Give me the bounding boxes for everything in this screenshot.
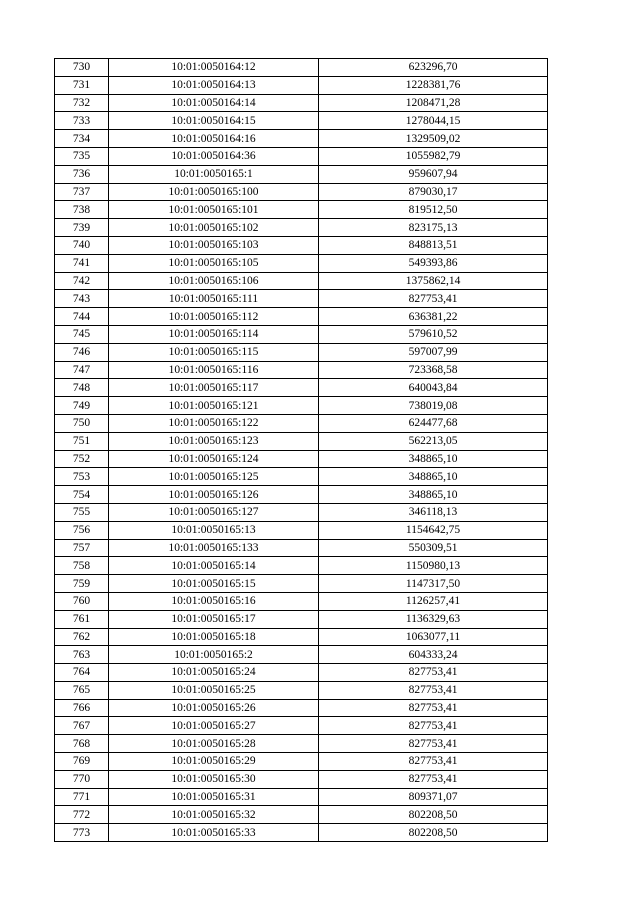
cadastral-value-cell: 1150980,13 (319, 557, 548, 575)
cadastral-number-cell: 10:01:0050164:36 (109, 147, 319, 165)
table-row (55, 646, 548, 664)
cadastral-value-cell: 827753,41 (319, 735, 548, 753)
table-row (55, 183, 548, 201)
table-row (55, 521, 548, 539)
cadastral-number-cell: 10:01:0050165:105 (109, 254, 319, 272)
cadastral-number-cell: 10:01:0050165:126 (109, 486, 319, 504)
cadastral-value-cell: 604333,24 (319, 646, 548, 664)
table-row (55, 610, 548, 628)
cadastral-value-cell: 827753,41 (319, 290, 548, 308)
row-number-cell: 731 (55, 76, 109, 94)
row-number-cell: 745 (55, 325, 109, 343)
row-number-cell: 742 (55, 272, 109, 290)
table-row (55, 201, 548, 219)
cadastral-value-cell: 1278044,15 (319, 112, 548, 130)
cadastral-number-cell: 10:01:0050165:13 (109, 521, 319, 539)
table-row (55, 450, 548, 468)
row-number-cell: 730 (55, 59, 109, 77)
row-number-cell: 766 (55, 699, 109, 717)
table-row (55, 165, 548, 183)
cadastral-value-cell: 1329509,02 (319, 130, 548, 148)
cadastral-number-cell: 10:01:0050165:17 (109, 610, 319, 628)
cadastral-number-cell: 10:01:0050165:15 (109, 575, 319, 593)
table-row (55, 503, 548, 521)
cadastral-value-cell: 640043,84 (319, 379, 548, 397)
cadastral-number-cell: 10:01:0050165:100 (109, 183, 319, 201)
cadastral-value-cell: 802208,50 (319, 824, 548, 842)
cadastral-value-cell: 723368,58 (319, 361, 548, 379)
table-row (55, 699, 548, 717)
row-number-cell: 753 (55, 468, 109, 486)
cadastral-number-cell: 10:01:0050165:27 (109, 717, 319, 735)
cadastral-value-cell: 579610,52 (319, 325, 548, 343)
cadastral-number-cell: 10:01:0050165:121 (109, 397, 319, 415)
row-number-cell: 744 (55, 308, 109, 326)
cadastral-number-cell: 10:01:0050165:115 (109, 343, 319, 361)
table-row (55, 788, 548, 806)
table-row (55, 112, 548, 130)
row-number-cell: 747 (55, 361, 109, 379)
table-row (55, 664, 548, 682)
table-row (55, 717, 548, 735)
table-row (55, 735, 548, 753)
table-row (55, 130, 548, 148)
row-number-cell: 752 (55, 450, 109, 468)
cadastral-value-cell: 346118,13 (319, 503, 548, 521)
row-number-cell: 736 (55, 165, 109, 183)
cadastral-number-cell: 10:01:0050165:33 (109, 824, 319, 842)
row-number-cell: 738 (55, 201, 109, 219)
cadastral-number-cell: 10:01:0050165:18 (109, 628, 319, 646)
row-number-cell: 741 (55, 254, 109, 272)
table-row (55, 219, 548, 237)
cadastral-value-cell: 959607,94 (319, 165, 548, 183)
table-row (55, 325, 548, 343)
cadastral-value-cell: 1126257,41 (319, 592, 548, 610)
row-number-cell: 767 (55, 717, 109, 735)
cadastral-value-cell: 1063077,11 (319, 628, 548, 646)
cadastral-value-cell: 624477,68 (319, 414, 548, 432)
cadastral-number-cell: 10:01:0050165:101 (109, 201, 319, 219)
cadastral-value-table (54, 58, 548, 842)
cadastral-number-cell: 10:01:0050164:15 (109, 112, 319, 130)
cadastral-number-cell: 10:01:0050164:14 (109, 94, 319, 112)
table-row (55, 592, 548, 610)
cadastral-value-cell: 1208471,28 (319, 94, 548, 112)
row-number-cell: 760 (55, 592, 109, 610)
table-row (55, 753, 548, 771)
row-number-cell: 765 (55, 681, 109, 699)
table-row (55, 468, 548, 486)
row-number-cell: 732 (55, 94, 109, 112)
table-row (55, 379, 548, 397)
cadastral-number-cell: 10:01:0050165:125 (109, 468, 319, 486)
cadastral-number-cell: 10:01:0050165:2 (109, 646, 319, 664)
table-row (55, 272, 548, 290)
cadastral-value-cell: 802208,50 (319, 806, 548, 824)
table-row (55, 147, 548, 165)
table-row (55, 290, 548, 308)
cadastral-value-cell: 827753,41 (319, 770, 548, 788)
cadastral-number-cell: 10:01:0050165:25 (109, 681, 319, 699)
table-body (55, 59, 548, 842)
table-row (55, 94, 548, 112)
cadastral-value-cell: 1055982,79 (319, 147, 548, 165)
cadastral-number-cell: 10:01:0050165:103 (109, 236, 319, 254)
cadastral-value-cell: 827753,41 (319, 664, 548, 682)
cadastral-value-cell: 348865,10 (319, 450, 548, 468)
cadastral-value-cell: 549393,86 (319, 254, 548, 272)
table-row (55, 628, 548, 646)
cadastral-value-cell: 348865,10 (319, 486, 548, 504)
cadastral-number-cell: 10:01:0050165:29 (109, 753, 319, 771)
row-number-cell: 764 (55, 664, 109, 682)
row-number-cell: 772 (55, 806, 109, 824)
cadastral-value-cell: 562213,05 (319, 432, 548, 450)
cadastral-number-cell: 10:01:0050165:31 (109, 788, 319, 806)
cadastral-number-cell: 10:01:0050165:102 (109, 219, 319, 237)
cadastral-value-cell: 636381,22 (319, 308, 548, 326)
cadastral-value-cell: 1147317,50 (319, 575, 548, 593)
row-number-cell: 746 (55, 343, 109, 361)
cadastral-number-cell: 10:01:0050165:124 (109, 450, 319, 468)
table-row (55, 575, 548, 593)
row-number-cell: 762 (55, 628, 109, 646)
cadastral-value-cell: 823175,13 (319, 219, 548, 237)
row-number-cell: 757 (55, 539, 109, 557)
table-row (55, 824, 548, 842)
table-row (55, 308, 548, 326)
cadastral-value-cell: 550309,51 (319, 539, 548, 557)
table-row (55, 414, 548, 432)
cadastral-number-cell: 10:01:0050165:133 (109, 539, 319, 557)
row-number-cell: 754 (55, 486, 109, 504)
row-number-cell: 737 (55, 183, 109, 201)
table-row (55, 343, 548, 361)
table-row (55, 770, 548, 788)
cadastral-value-cell: 879030,17 (319, 183, 548, 201)
cadastral-number-cell: 10:01:0050165:106 (109, 272, 319, 290)
cadastral-number-cell: 10:01:0050165:26 (109, 699, 319, 717)
cadastral-number-cell: 10:01:0050165:127 (109, 503, 319, 521)
cadastral-value-cell: 848813,51 (319, 236, 548, 254)
table-row (55, 681, 548, 699)
cadastral-value-cell: 827753,41 (319, 717, 548, 735)
table-row (55, 557, 548, 575)
row-number-cell: 756 (55, 521, 109, 539)
cadastral-value-cell: 819512,50 (319, 201, 548, 219)
cadastral-number-cell: 10:01:0050165:28 (109, 735, 319, 753)
row-number-cell: 758 (55, 557, 109, 575)
cadastral-number-cell: 10:01:0050165:123 (109, 432, 319, 450)
cadastral-number-cell: 10:01:0050165:111 (109, 290, 319, 308)
cadastral-number-cell: 10:01:0050165:122 (109, 414, 319, 432)
row-number-cell: 750 (55, 414, 109, 432)
row-number-cell: 770 (55, 770, 109, 788)
cadastral-number-cell: 10:01:0050165:114 (109, 325, 319, 343)
row-number-cell: 769 (55, 753, 109, 771)
cadastral-number-cell: 10:01:0050164:12 (109, 59, 319, 77)
cadastral-value-cell: 827753,41 (319, 699, 548, 717)
cadastral-number-cell: 10:01:0050165:24 (109, 664, 319, 682)
row-number-cell: 771 (55, 788, 109, 806)
table-row (55, 539, 548, 557)
cadastral-number-cell: 10:01:0050165:116 (109, 361, 319, 379)
row-number-cell: 734 (55, 130, 109, 148)
cadastral-number-cell: 10:01:0050165:32 (109, 806, 319, 824)
cadastral-number-cell: 10:01:0050165:1 (109, 165, 319, 183)
row-number-cell: 733 (55, 112, 109, 130)
cadastral-value-cell: 1136329,63 (319, 610, 548, 628)
cadastral-number-cell: 10:01:0050165:16 (109, 592, 319, 610)
row-number-cell: 748 (55, 379, 109, 397)
cadastral-value-cell: 623296,70 (319, 59, 548, 77)
cadastral-number-cell: 10:01:0050165:112 (109, 308, 319, 326)
table-row (55, 806, 548, 824)
row-number-cell: 743 (55, 290, 109, 308)
cadastral-number-cell: 10:01:0050164:16 (109, 130, 319, 148)
row-number-cell: 759 (55, 575, 109, 593)
row-number-cell: 773 (55, 824, 109, 842)
cadastral-value-cell: 1375862,14 (319, 272, 548, 290)
cadastral-value-cell: 1228381,76 (319, 76, 548, 94)
row-number-cell: 749 (55, 397, 109, 415)
cadastral-number-cell: 10:01:0050165:14 (109, 557, 319, 575)
table-row (55, 254, 548, 272)
row-number-cell: 735 (55, 147, 109, 165)
table-row (55, 236, 548, 254)
cadastral-number-cell: 10:01:0050165:30 (109, 770, 319, 788)
row-number-cell: 755 (55, 503, 109, 521)
row-number-cell: 751 (55, 432, 109, 450)
cadastral-value-cell: 348865,10 (319, 468, 548, 486)
row-number-cell: 768 (55, 735, 109, 753)
cadastral-value-cell: 827753,41 (319, 681, 548, 699)
table-row (55, 432, 548, 450)
table-row (55, 59, 548, 77)
table-row (55, 76, 548, 94)
cadastral-value-cell: 1154642,75 (319, 521, 548, 539)
cadastral-value-cell: 738019,08 (319, 397, 548, 415)
row-number-cell: 739 (55, 219, 109, 237)
table-row (55, 361, 548, 379)
cadastral-number-cell: 10:01:0050164:13 (109, 76, 319, 94)
table-row (55, 486, 548, 504)
row-number-cell: 740 (55, 236, 109, 254)
cadastral-number-cell: 10:01:0050165:117 (109, 379, 319, 397)
table-row (55, 397, 548, 415)
cadastral-value-cell: 809371,07 (319, 788, 548, 806)
cadastral-value-cell: 827753,41 (319, 753, 548, 771)
row-number-cell: 763 (55, 646, 109, 664)
row-number-cell: 761 (55, 610, 109, 628)
cadastral-value-cell: 597007,99 (319, 343, 548, 361)
